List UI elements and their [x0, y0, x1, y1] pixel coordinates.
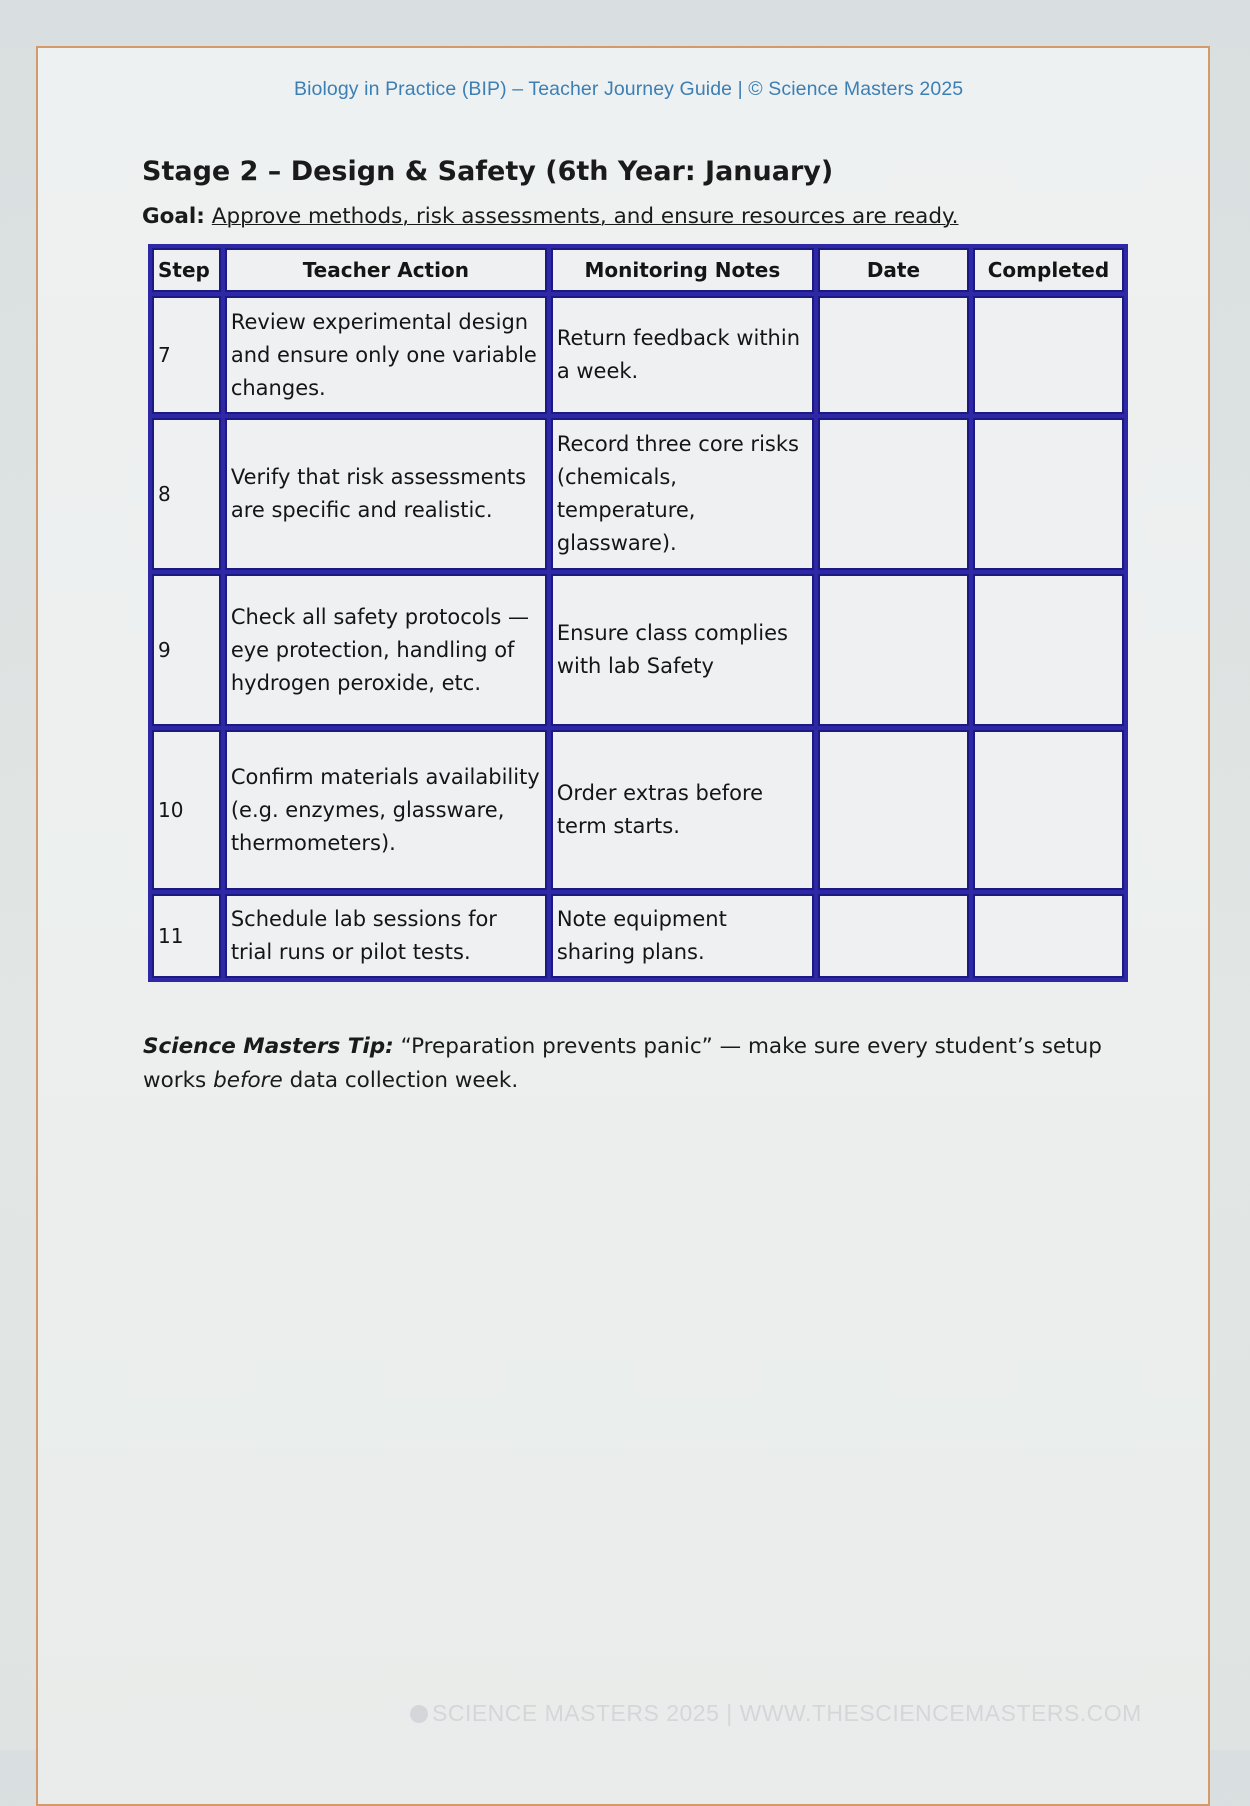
monitoring-notes: Note equipment sharing plans.	[551, 894, 814, 978]
teacher-action: Review experimental design and ensure only one variable changes.	[225, 296, 547, 414]
completed-cell[interactable]	[973, 894, 1124, 978]
table-row	[152, 296, 1124, 414]
teacher-action: Verify that risk assessments are specific and realistic.	[225, 418, 547, 570]
date-cell[interactable]	[818, 894, 969, 978]
step-number: 9	[152, 574, 221, 726]
table-row	[152, 730, 1124, 890]
column-header-date: Date	[818, 248, 969, 292]
date-cell[interactable]	[818, 730, 969, 890]
stage-title: Stage 2 – Design & Safety (6th Year: January)	[142, 156, 834, 187]
copyright-icon	[410, 1705, 428, 1723]
tip-emphasis: before	[213, 1068, 283, 1093]
monitoring-notes: Ensure class complies with lab Safety	[551, 574, 814, 726]
tip-text-after: data collection week.	[282, 1068, 519, 1093]
monitoring-notes: Record three core risks (chemicals, temperature, glassware).	[551, 418, 814, 570]
completed-cell[interactable]	[973, 574, 1124, 726]
steps-table	[148, 244, 1128, 982]
table-row	[152, 894, 1124, 978]
table-header-row	[152, 248, 1124, 292]
page-header: Biology in Practice (BIP) – Teacher Journey Guide | © Science Masters 2025	[294, 78, 964, 100]
science-masters-tip	[143, 1030, 1163, 1098]
goal-text: Approve methods, risk assessments, and ensure resources are ready.	[211, 204, 959, 229]
step-number: 10	[152, 730, 221, 890]
goal-label: Goal:	[142, 204, 205, 229]
teacher-action: Check all safety protocols — eye protection, handling of hydrogen peroxide, etc.	[225, 574, 547, 726]
date-cell[interactable]	[818, 418, 969, 570]
column-header-monitoring-notes: Monitoring Notes	[551, 248, 814, 292]
date-cell[interactable]	[818, 574, 969, 726]
teacher-action: Schedule lab sessions for trial runs or pilot tests.	[225, 894, 547, 978]
completed-cell[interactable]	[973, 296, 1124, 414]
completed-cell[interactable]	[973, 730, 1124, 890]
column-header-teacher-action: Teacher Action	[225, 248, 547, 292]
column-header-step: Step	[152, 248, 221, 292]
step-number: 8	[152, 418, 221, 570]
tip-text-before: “Preparation prevents panic” — make sure every student’s setup works	[143, 1034, 1102, 1093]
document-page	[36, 46, 1210, 1806]
step-number: 11	[152, 894, 221, 978]
column-header-completed: Completed	[973, 248, 1124, 292]
date-cell[interactable]	[818, 296, 969, 414]
table-row	[152, 418, 1124, 570]
teacher-action: Confirm materials availability (e.g. enzymes, glassware, thermometers).	[225, 730, 547, 890]
page-footer-watermark	[410, 1700, 1142, 1727]
step-number: 7	[152, 296, 221, 414]
tip-label: Science Masters Tip:	[143, 1034, 394, 1059]
completed-cell[interactable]	[973, 418, 1124, 570]
footer-text: SCIENCE MASTERS 2025 | WWW.THESCIENCEMASTERS.COM	[432, 1700, 1142, 1726]
monitoring-notes: Return feedback within a week.	[551, 296, 814, 414]
table-row	[152, 574, 1124, 726]
monitoring-notes: Order extras before term starts.	[551, 730, 814, 890]
stage-goal	[142, 204, 959, 229]
